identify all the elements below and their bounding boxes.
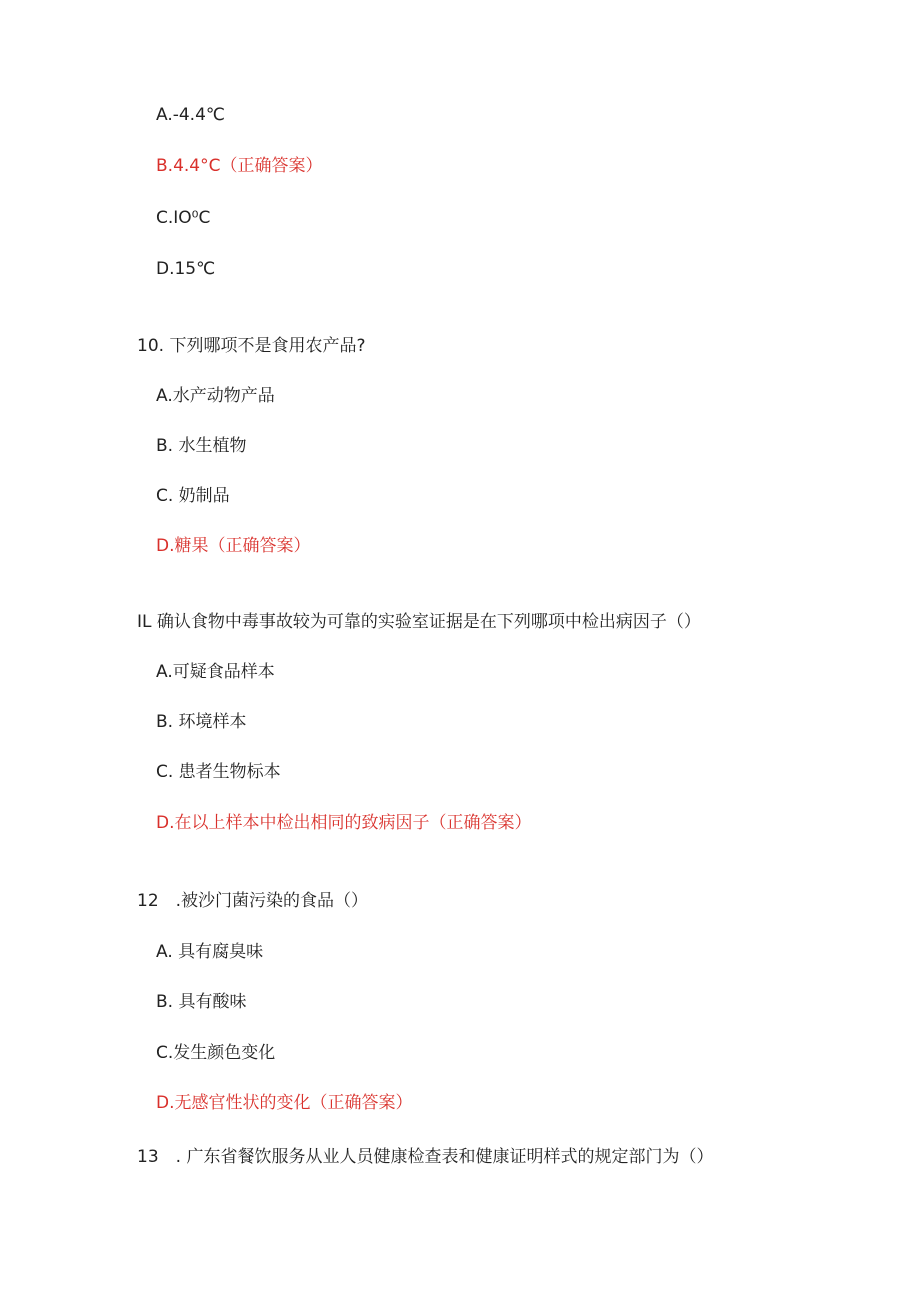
q13-question: 13 . 广东省餐饮服务从业人员健康检查表和健康证明样式的规定部门为（）: [137, 1147, 714, 1167]
q11-question: IL 确认食物中毒事故较为可靠的实验室证据是在下列哪项中检出病因子（）: [137, 612, 701, 632]
q10-option-d-correct: D.糖果（正确答案）: [156, 536, 311, 556]
q12-question: 12 .被沙门菌污染的食品（）: [137, 891, 369, 911]
q12-option-d-correct: D.无感官性状的变化（正确答案）: [156, 1093, 413, 1113]
q11-option-a: A.可疑食品样本: [156, 662, 275, 682]
q12-option-b: B. 具有酸味: [156, 992, 247, 1012]
q11-option-b: B. 环境样本: [156, 712, 247, 732]
q12-option-c: C.发生颜色变化: [156, 1043, 276, 1063]
q9-option-b-correct: B.4.4°C（正确答案）: [156, 156, 323, 176]
q9-option-d: D.15℃: [156, 259, 216, 279]
q11-option-c: C. 患者生物标本: [156, 762, 281, 782]
q11-option-d-correct: D.在以上样本中检出相同的致病因子（正确答案）: [156, 813, 532, 833]
q10-option-b: B. 水生植物: [156, 436, 247, 456]
q10-question: 10. 下列哪项不是食用农产品?: [137, 336, 366, 356]
q9-option-a: A.-4.4℃: [156, 105, 225, 125]
q10-option-a: A.水产动物产品: [156, 386, 275, 406]
q12-option-a: A. 具有腐臭味: [156, 942, 264, 962]
q9-option-c: C.IO⁰C: [156, 208, 211, 228]
q10-option-c: C. 奶制品: [156, 486, 230, 506]
